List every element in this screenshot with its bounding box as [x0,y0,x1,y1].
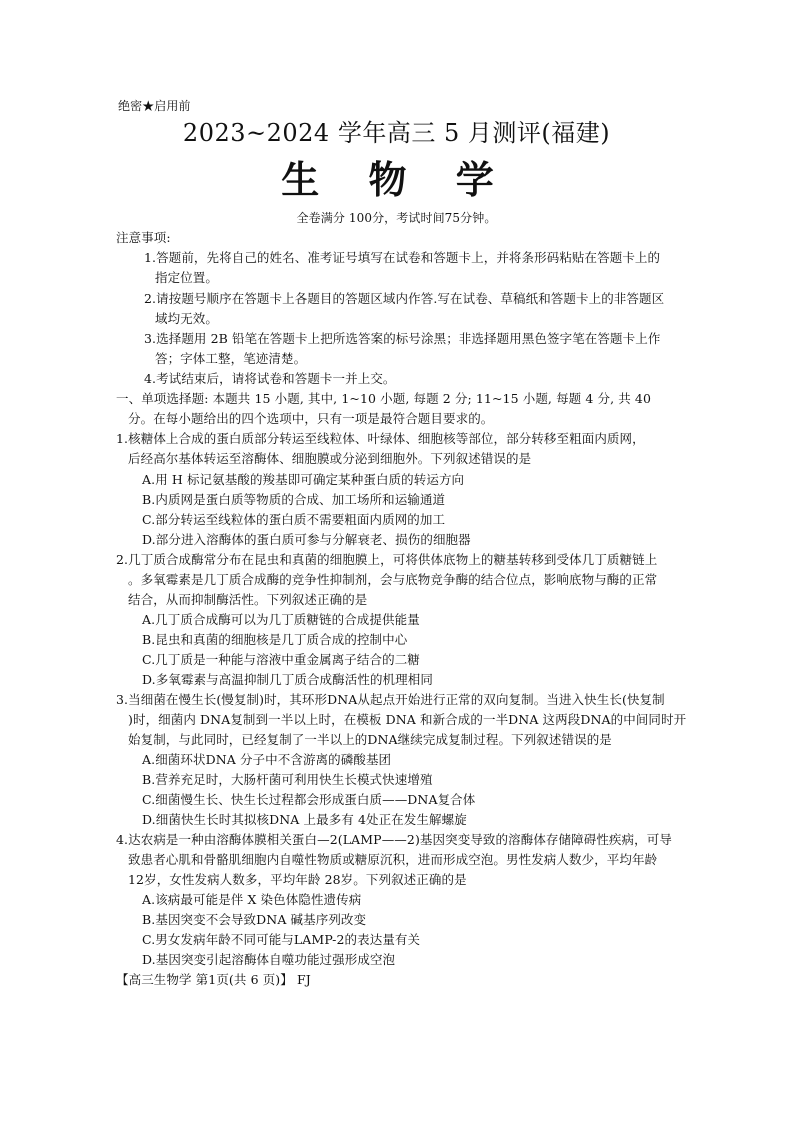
question-2-option-a: A.几丁质合成酶可以为几丁质糖链的合成提供能量 [142,612,420,627]
question-3-stem: 始复制，与此同时，已经复制了一半以上的DNA继续完成复制过程。下列叙述错误的是 [128,732,612,747]
question-4-stem: 致患者心肌和骨骼肌细胞内自噬性物质或糖原沉积，进而形成空泡。男性发病人数少，平均年龄 [128,852,658,867]
question-2-stem: 结合，从而抑制酶活性。下列叙述正确的是 [128,592,368,607]
question-2-stem: 。多氧霉素是几丁质合成酶的竞争性抑制剂，会与底物竞争酶的结合位点，影响底物与酶的正常 [128,572,658,587]
notice-line: 指定位置。 [155,270,219,285]
score-info: 全卷满分 100分，考试时间75分钟。 [296,211,497,225]
question-1-option-b: B.内质网是蛋白质等物质的合成、加工场所和运输通道 [142,492,446,507]
question-3-stem: 3.当细菌在慢生长(慢复制)时，其环形DNA从起点开始进行正常的双向复制。当进入快生长(快复制 [116,692,665,707]
question-1-stem: 1.核糖体上合成的蛋白质部分转运至线粒体、叶绿体、细胞核等部位，部分转移至粗面内质网， [116,431,645,446]
question-3-stem: )时，细菌内 DNA复制到一半以上时，在模板 DNA 和新合成的一半DNA 这两段DNA的中间同时开 [128,712,687,727]
subject-title: 生 物 学 [281,157,512,202]
question-3-option-c: C.细菌慢生长、快生长过程都会形成蛋白质——DNA复合体 [142,792,476,807]
question-4-option-b: B.基因突变不会导致DNA 碱基序列改变 [142,912,367,927]
notice-line: 答；字体工整，笔迹清楚。 [155,351,307,366]
question-3-option-a: A.细菌环状DNA 分子中不含游离的磷酸基团 [142,752,392,767]
notice-line: 3.选择题用 2B 铅笔在答题卡上把所选答案的标号涂黑；非选择题用黑色签字笔在答题卡上作 [144,331,661,346]
question-4-option-a: A.该病最可能是伴 X 染色体隐性遗传病 [142,892,362,907]
question-2-option-c: C.几丁质是一种能与溶液中重金属离子结合的二糖 [142,652,420,667]
question-3-option-d: D.细菌快生长时其拟核DNA 上最多有 4处正在发生解螺旋 [142,812,467,827]
question-2-option-b: B.昆虫和真菌的细胞核是几丁质合成的控制中心 [142,632,408,647]
question-4-option-d: D.基因突变引起溶酶体自噬功能过强形成空泡 [142,952,396,967]
question-1-option-c: C.部分转运至线粒体的蛋白质不需要粗面内质网的加工 [142,512,446,527]
notice-heading: 注意事项: [116,230,171,245]
page-footer: 【高三生物学 第1页(共 6 页)】 FJ [116,972,311,987]
question-3-option-b: B.营养充足时，大肠杆菌可利用快生长模式快速增殖 [142,772,433,787]
notice-line: 域均无效。 [155,311,219,326]
section-heading: 分。在每小题给出的四个选项中，只有一项是最符合题目要求的。 [128,411,494,426]
question-1-option-a: A.用 H 标记氨基酸的羧基即可确定某种蛋白质的转运方向 [142,472,465,487]
notice-line: 4.考试结束后，请将试卷和答题卡一并上交。 [144,371,396,386]
section-heading: 一、单项选择题: 本题共 15 小题, 其中, 1~10 小题, 每题 2 分; 11~15 小题, 每题 4 分, 共 40 [116,391,651,406]
question-4-option-c: C.男女发病年龄不同可能与LAMP-2的表达量有关 [142,932,421,947]
question-1-option-d: D.部分进入溶酶体的蛋白质可参与分解衰老、损伤的细胞器 [142,532,471,547]
question-4-stem: 12岁，女性发病人数多，平均年龄 28岁。下列叙述正确的是 [128,872,467,887]
question-2-option-d: D.多氧霉素与高温抑制几丁质合成酶活性的机理相同 [142,672,433,687]
question-1-stem: 后经高尔基体转运至溶酶体、细胞膜或分泌到细胞外。下列叙述错误的是 [128,451,532,466]
notice-line: 2.请按题号顺序在答题卡上各题目的答题区域内作答.写在试卷、草稿纸和答题卡上的非答题区 [144,291,665,306]
exam-title: 2023~2024 学年高三 5 月测评(福建) [182,119,611,147]
notice-line: 1.答题前，先将自己的姓名、准考证号填写在试卷和答题卡上，并将条形码粘贴在答题卡上的 [144,250,661,265]
question-4-stem: 4.达农病是一种由溶酶体膜相关蛋白—2(LAMP——2)基因突变导致的溶酶体存储障碍性疾病，可导 [116,832,672,847]
question-2-stem: 2.几丁质合成酶常分布在昆虫和真菌的细胞膜上，可将供体底物上的糖基转移到受体几丁质糖链上 [116,552,658,567]
secret-label: 绝密★启用前 [118,99,191,113]
